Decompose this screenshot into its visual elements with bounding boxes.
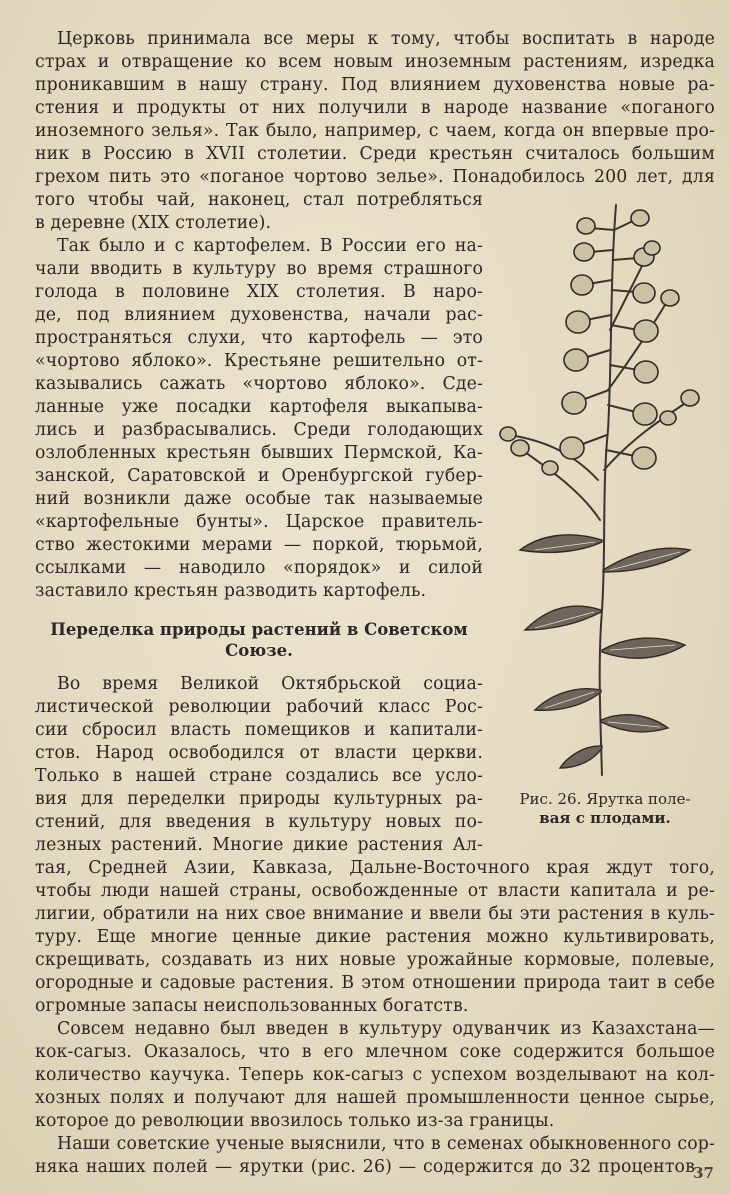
- text-line: озлобленных крестьян бывших Пермской, Ка-: [35, 443, 483, 463]
- text-line: голода в половине XIX столетия. В наро-: [35, 282, 483, 302]
- figure-caption-line: Рис. 26. Ярутка поле-: [519, 790, 691, 808]
- text-line: грехом пить это «поганое чортово зелье». Понадобилось 200 лет, для: [35, 167, 715, 187]
- text-line: проникавшим в нашу страну. Под влиянием духовенства новые ра-: [35, 75, 715, 95]
- text-line: «картофельные бунты». Царское правитель-: [35, 512, 483, 532]
- text-line: няка наших полей — ярутки (рис. 26) — содержится до 32 процентов: [35, 1157, 695, 1177]
- text-line: в деревне (XIX столетие).: [35, 213, 272, 233]
- text-line: стения и продукты от них получили в народе название «поганого: [35, 98, 715, 118]
- text-line: Во время Великой Октябрьской социа-: [57, 674, 483, 694]
- text-line: того чтобы чай, наконец, стал потребляться: [35, 190, 483, 210]
- text-line: которое до революции ввозилось только из-за границы.: [35, 1111, 555, 1131]
- text-line: туру. Еще многие ценные дикие растения можно культивировать,: [35, 927, 715, 947]
- text-line: тая, Средней Азии, Кавказа, Дальне-Восточного края ждут того,: [35, 858, 715, 878]
- text-line: кок-сагыз. Оказалось, что в его млечном соке содержится большое: [35, 1042, 715, 1062]
- text-line: Наши советские ученые выяснили, что в семенах обыкновенного сор-: [57, 1134, 715, 1154]
- section-heading-line: Переделка природы растений в Советском: [50, 620, 468, 639]
- text-line: вия для переделки природы культурных ра-: [35, 789, 483, 809]
- text-line: Так было и с картофелем. В России его на-: [57, 236, 483, 256]
- page-number: 37: [693, 1164, 714, 1182]
- text-line: страх и отвращение ко всем новым иноземным растениям, изредка: [35, 52, 715, 72]
- text-line: стений, для введения в культуру новых по-: [35, 812, 483, 832]
- text-line: иноземного зелья». Так было, например, с чаем, когда он впервые про-: [35, 121, 715, 141]
- field-pennycress-plant-illustration: [490, 190, 720, 780]
- section-heading-line: Союзе.: [225, 641, 293, 660]
- figure-caption-line: вая с плодами.: [539, 809, 671, 827]
- text-line: количество каучука. Теперь кок-сагыз с успехом возделывают на кол-: [35, 1065, 715, 1085]
- text-line: хозных полях и получают для нашей промышленности ценное сырье,: [35, 1088, 715, 1108]
- text-line: лезных растений. Многие дикие растения Ал-: [35, 835, 483, 855]
- text-line: огородные и садовые растения. В этом отношении природа таит в себе: [35, 973, 715, 993]
- text-line: Совсем недавно был введен в культуру одуванчик из Казахстана—: [57, 1019, 715, 1039]
- text-line: листической революции рабочий класс Рос-: [35, 697, 483, 717]
- text-line: Только в нашей стране создались все усло-: [35, 766, 483, 786]
- text-line: лигии, обратили на них свое внимание и ввели бы эти растения в куль-: [35, 904, 715, 924]
- text-line: Церковь принимала все меры к тому, чтобы воспитать в народе: [57, 29, 715, 49]
- text-line: чтобы люди нашей страны, освобожденные от власти капитала и ре-: [35, 881, 715, 901]
- text-line: сии сбросил власть помещиков и капитали-: [35, 720, 483, 740]
- text-line: пространяться слухи, что картофель — это: [35, 328, 483, 348]
- text-line: «чортово яблоко». Крестьяне решительно от-: [35, 351, 483, 371]
- text-line: лись и разбрасывались. Среди голодающих: [35, 420, 483, 440]
- text-line: ланные уже посадки картофеля выкапыва-: [35, 397, 483, 417]
- text-line: скрещивать, создавать из них новые урожайные кормовые, полевые,: [35, 950, 715, 970]
- text-line: чали вводить в культуру во время страшного: [35, 259, 483, 279]
- text-line: огромные запасы неиспользованных богатств.: [35, 996, 469, 1016]
- text-line: ссылками — наводило «порядок» и силой: [35, 558, 483, 578]
- text-line: стов. Народ освободился от власти церкви.: [35, 743, 483, 763]
- text-line: заставило крестьян разводить картофель.: [35, 581, 427, 601]
- text-line: ство жестокими мерами — поркой, тюрьмой,: [35, 535, 483, 555]
- text-line: ний возникли даже особые так называемые: [35, 489, 483, 509]
- text-line: ник в Россию в XVII столетии. Среди крестьян считалось большим: [35, 144, 715, 164]
- text-line: де, под влиянием духовенства, начали рас-: [35, 305, 483, 325]
- text-line: занской, Саратовской и Оренбургской губер-: [35, 466, 483, 486]
- text-line: казывались сажать «чортово яблоко». Сде-: [35, 374, 483, 394]
